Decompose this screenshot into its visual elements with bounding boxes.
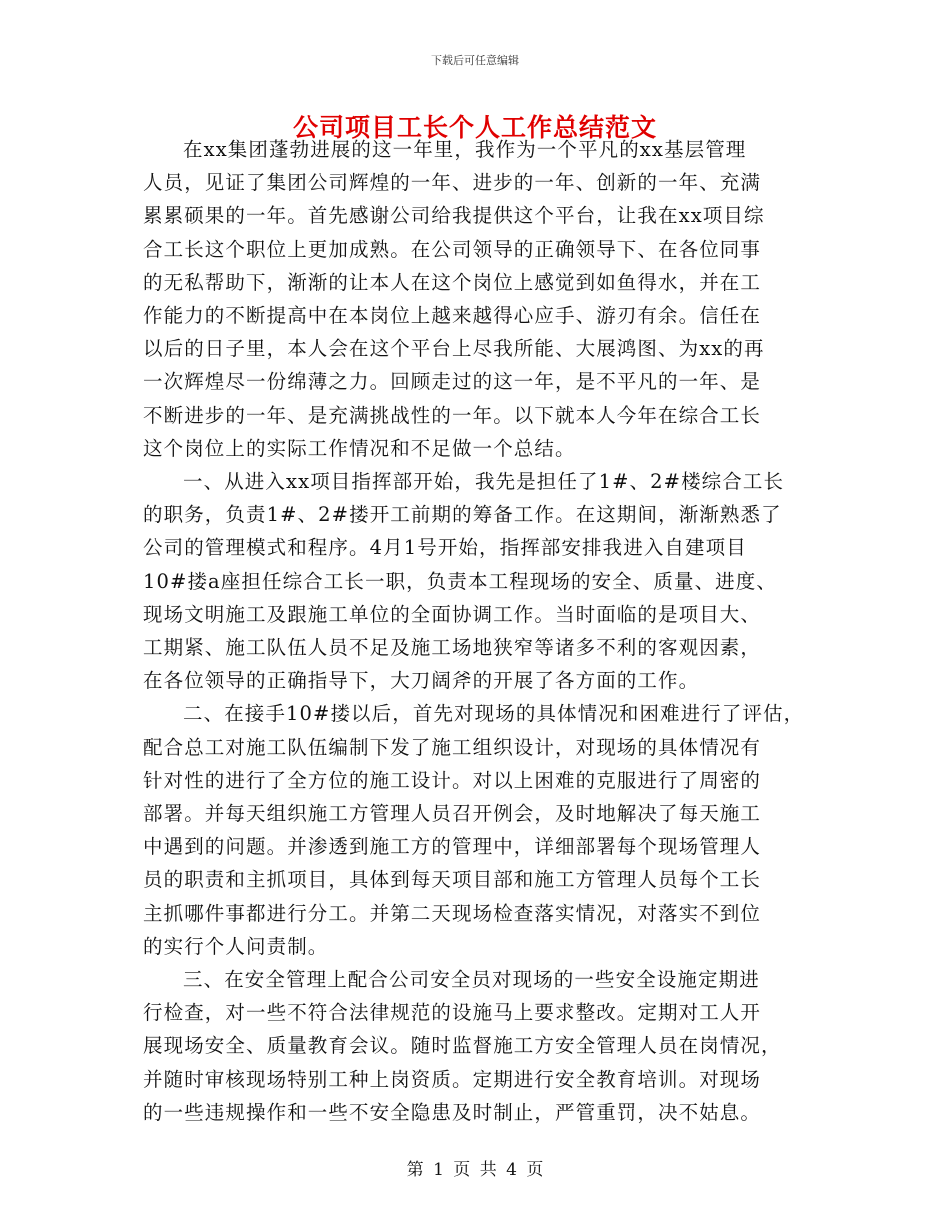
document-body [143, 133, 811, 1129]
page-footer: 第 1 页 共 4 页 [406, 1160, 544, 1180]
body-line: 以后的日子里，本人会在这个平台上尽我所能、大展鸿图、为xx的再 [143, 337, 765, 361]
body-line: 的一些违规操作和一些不安全隐患及时制止，严管重罚，决不姑息。 [143, 1100, 762, 1124]
body-line: 工期紧、施工队伍人员不足及施工场地狭窄等诸多不利的客观因素， [143, 636, 762, 660]
body-line: 不断进步的一年、是充满挑战性的一年。以下就本人今年在综合工长 [143, 403, 762, 427]
body-line: 二、在接手10#搂以后，首先对现场的具体情况和困难进行了评估， [183, 702, 805, 726]
header-note: 下载后可任意编辑 [431, 54, 519, 67]
body-line: 在xx集团蓬勃进展的这一年里，我作为一个平凡的xx基层管理 [183, 138, 747, 161]
body-line: 配合总工对施工队伍编制下发了施工组织设计，对现场的具体情况有 [143, 735, 762, 759]
body-line: 的无私帮助下，渐渐的让本人在这个岗位上感觉到如鱼得水，并在工 [143, 270, 762, 294]
body-line: 三、在安全管理上配合公司安全员对现场的一些安全设施定期进 [183, 968, 760, 992]
body-line: 的实行个人问责制。 [143, 934, 329, 958]
body-line: 的职务，负责1#、2#搂开工前期的筹备工作。在这期间，渐渐熟悉了 [143, 503, 782, 527]
body-line: 合工长这个职位上更加成熟。在公司领导的正确领导下、在各位同事 [143, 237, 762, 261]
body-line: 展现场安全、质量教育会议。随时监督施工方安全管理人员在岗情况， [143, 1034, 782, 1058]
body-line: 行检查，对一些不符合法律规范的设施马上要求整改。定期对工人开 [143, 1001, 762, 1025]
body-line: 员的职责和主抓项目，具体到每天项目部和施工方管理人员每个工长 [143, 868, 762, 892]
body-line: 累累硕果的一年。首先感谢公司给我提供这个平台，让我在xx项目综 [143, 204, 765, 228]
body-line: 在各位领导的正确指导下，大刀阔斧的开展了各方面的工作。 [143, 669, 700, 693]
body-line: 部署。并每天组织施工方管理人员召开例会，及时地解决了每天施工 [143, 802, 762, 826]
body-line: 主抓哪件事都进行分工。并第二天现场检查落实情况，对落实不到位 [143, 901, 762, 925]
body-line: 并随时审核现场特别工种上岗资质。定期进行安全教育培训。对现场 [143, 1067, 762, 1091]
body-line: 中遇到的问题。并渗透到施工方的管理中，详细部署每个现场管理人 [143, 835, 762, 859]
document-title: 公司项目工长个人工作总结范文 [292, 113, 657, 142]
body-line: 一、从进入xx项目指挥部开始，我先是担任了1#、2#楼综合工长 [183, 470, 785, 494]
body-line: 一次辉煌尽一份绵薄之力。回顾走过的这一年，是不平凡的一年、是 [143, 370, 762, 394]
body-line: 针对性的进行了全方位的施工设计。对以上困难的克服进行了周密的 [143, 768, 762, 792]
body-line: 人员，见证了集团公司辉煌的一年、进步的一年、创新的一年、充满 [143, 171, 762, 195]
body-line: 这个岗位上的实际工作情况和不足做一个总结。 [143, 436, 576, 460]
body-line: 作能力的不断提高中在本岗位上越来越得心应手、游刃有余。信任在 [143, 304, 762, 328]
body-line: 公司的管理模式和程序。4月1号开始，指挥部安排我进入自建项目 [143, 536, 747, 560]
body-line: 现场文明施工及跟施工单位的全面协调工作。当时面临的是项目大、 [143, 602, 762, 626]
body-line: 10#搂a座担任综合工长一职，负责本工程现场的安全、质量、进度、 [143, 569, 777, 593]
